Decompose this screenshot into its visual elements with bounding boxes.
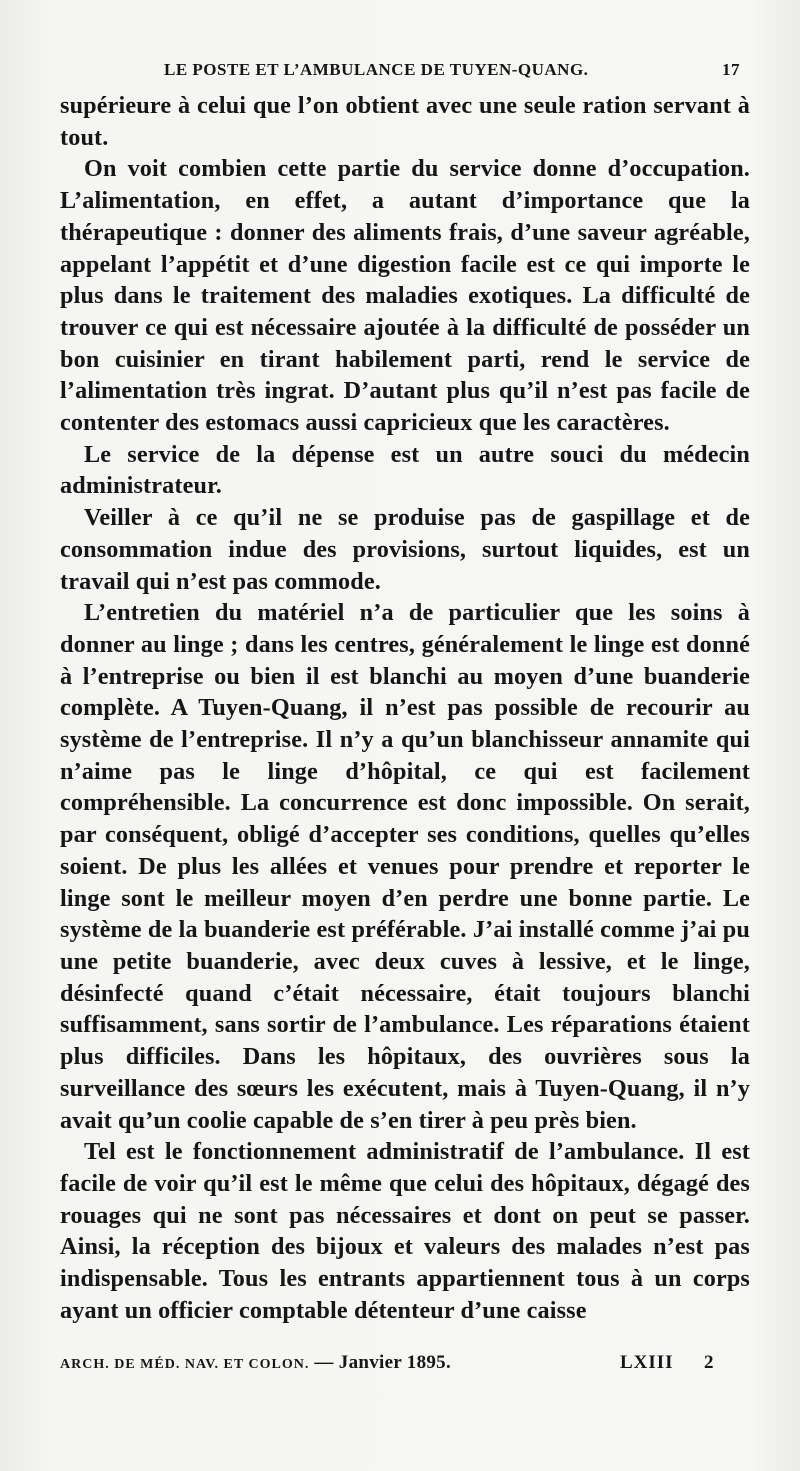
paragraph-fonctionnement: Tel est le fonctionnement administratif de l’ambulance. Il est facile de voir qu’il est le même que celui des hôpitaux, dégagé des rouages qui ne sont pas nécessaires et dont on peut se passer. Ainsi, la réception des bijoux et valeurs des malades n’est pas indispensable. Tous les entrants appartiennent tous à un corps ayant un officier comptable détenteur d’une caisse: [60, 1138, 750, 1324]
running-title: LE POSTE ET L’AMBULANCE DE TUYEN-QUANG.: [164, 60, 589, 79]
paragraph-continuation: supérieure à celui que l’on obtient avec une seule ration servant à tout.: [60, 92, 750, 151]
issue-date: Janvier 1895.: [338, 1352, 452, 1373]
running-head: [60, 60, 740, 86]
page-number: 17: [722, 60, 740, 79]
footer-separator: —: [314, 1352, 334, 1373]
paragraph-alimentation: On voit combien cette partie du service donne d’occupation. L’alimentation, en effet, a autant d’importance que la thérapeutique : donner des aliments frais, d’une saveur agréable, appelant l’appétit et d’une digestion facile est ce qui importe le plus dans le traitement des maladies exotiques. La difficulté de trouver ce qui est nécessaire ajoutée à la difficulté de posséder un bon cuisinier en tirant habilement parti, rend le service de l’alimentation très ingrat. D’autant plus qu’il n’est pas facile de contenter des estomacs aussi capricieux que les caractères.: [60, 155, 750, 437]
signature-mark: 2: [704, 1352, 714, 1373]
paragraph-entretien-materiel: L’entretien du matériel n’a de particulier que les soins à donner au linge ; dans les centres, généralement le linge est donné à l’entreprise ou bien il est blanchi au moyen d’une buanderie complète. A Tuyen-Quang, il n’est pas possible de recourir au système de l’entreprise. Il n’y a qu’un blanchisseur annamite qui n’aime pas le linge d’hôpital, ce qui est facilement compréhensible. La concurrence est donc impossible. On serait, par conséquent, obligé d’accepter ses conditions, quelles qu’elles soient. De plus les allées et venues pour prendre et reporter le linge sont le meilleur moyen d’en perdre une bonne partie. Le système de la buanderie est préférable. J’ai installé comme j’ai pu une petite buanderie, avec deux cuves à lessive, et le linge, désinfecté quand c’était nécessaire, était toujours blanchi suffisamment, sans sortir de l’ambulance. Les réparations étaient plus difficiles. Dans les hôpitaux, des ouvrières sous la surveillance des sœurs les exécutent, mais à Tuyen-Quang, il n’y avait qu’un coolie capable de s’en tirer à peu près bien.: [60, 599, 750, 1134]
journal-abbreviation: ARCH. DE MÉD. NAV. ET COLON.: [60, 1357, 310, 1372]
footer-citation: [60, 1352, 451, 1374]
volume-number: LXIII: [620, 1352, 674, 1373]
paragraph-gaspillage: Veiller à ce qu’il ne se produise pas de gaspillage et de consommation indue des provisions, surtout liquides, est un travail qui n’est pas commode.: [60, 504, 750, 595]
body-text: [60, 90, 750, 1326]
page-footer: [60, 1352, 750, 1380]
paragraph-depense: Le service de la dépense est un autre souci du médecin administrateur.: [60, 440, 750, 500]
